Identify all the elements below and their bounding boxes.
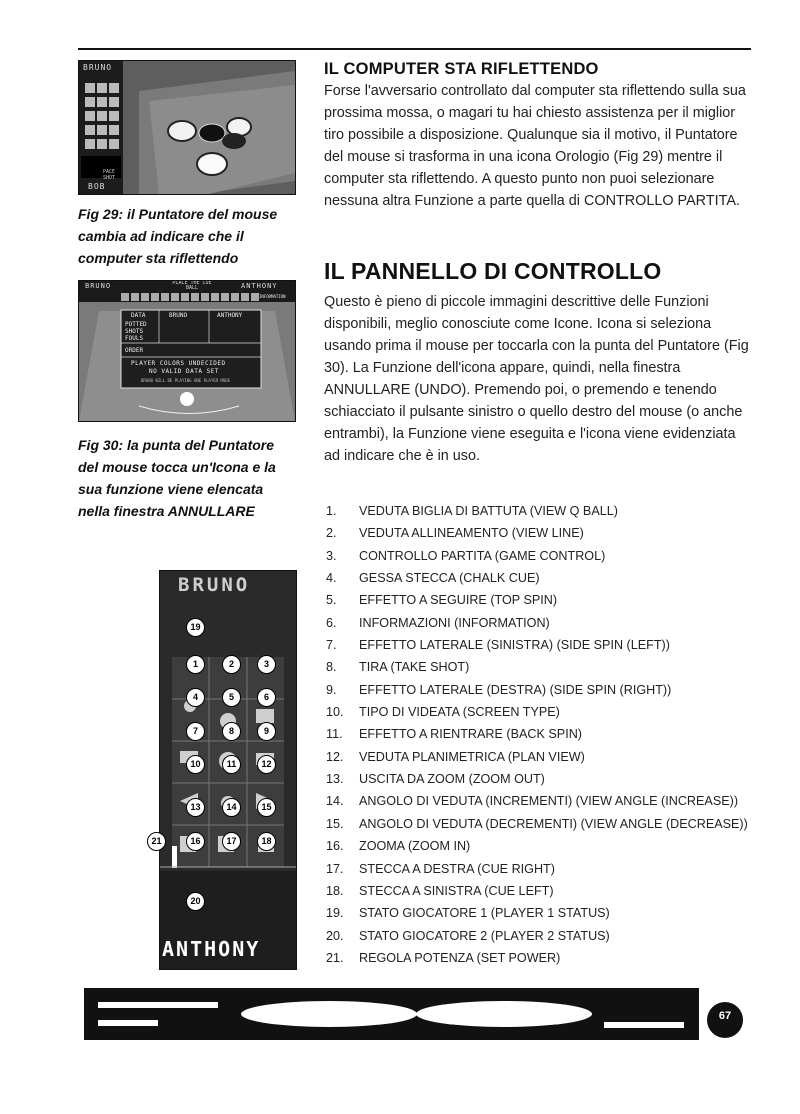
list-item-number: 9. [326,682,337,697]
list-item-number: 18. [326,883,344,898]
list-item-number: 3. [326,548,337,563]
fig30-header: PLACE THE CUE BALL [172,280,212,291]
list-item-number: 14. [326,794,344,809]
fig30-row-fouls: FOULS [125,335,144,342]
badge-11: 11 [222,755,241,774]
function-list-item [326,500,766,522]
badge-10: 10 [186,755,205,774]
list-item-text: ANGOLO DI VEDUTA (INCREMENTI) (VIEW ANGLE (INCREASE)) [359,794,739,809]
badge-15: 15 [257,798,276,817]
function-list-item [326,522,766,544]
list-item-number: 6. [326,615,337,630]
badge-1: 1 [186,655,205,674]
list-item-text: STECCA A DESTRA (CUE RIGHT) [359,861,555,876]
list-item-text: STECCA A SINISTRA (CUE LEFT) [359,883,554,898]
badge-7: 7 [186,722,205,741]
fig29-small-label: PACE SHOT [103,169,116,181]
top-rule [78,48,751,50]
page-number: 67 [718,1010,732,1022]
list-item-text: CONTROLLO PARTITA (GAME CONTROL) [359,548,606,563]
section1-body: Forse l'avversario controllato dal computer sta riflettendo sulla sua prossima mossa, o magari tu hai chiesto assistenza per il miglior tiro possibile a disposizione. Qualunque sia il motivo, il Puntatore del mouse si trasforma in una icona Orologio (Fig 29) mentre il computer sta riflettendo. A questo punto non puoi selezionare nessuna altra Funzione a parte quella di CONTROLLO PARTITA. [324,83,746,209]
list-item-text: GESSA STECCA (CHALK CUE) [359,571,540,586]
badge-16: 16 [186,832,205,851]
function-list-item [326,858,766,880]
list-item-text: INFORMAZIONI (INFORMATION) [359,615,550,630]
panel-bottom-name: ANTHONY [162,937,261,961]
function-list-item [326,701,766,723]
fig30-info: INFORMATION [259,294,286,299]
fig29-caption: Fig 29: il Puntatore del mouse cambia ad indicare che il computer sta riflettendo [78,206,278,266]
badge-21: 21 [147,832,166,851]
section1-title: IL COMPUTER STA RIFLETTENDO [324,60,599,78]
function-list-item [326,835,766,857]
list-item-number: 5. [326,593,337,608]
fig30-left-player: BRUNO [85,282,112,290]
list-item-number: 1. [326,504,337,518]
function-list-item [326,902,766,924]
function-list-item [326,746,766,768]
badge-5: 5 [222,688,241,707]
badge-17: 17 [222,832,241,851]
badge-8: 8 [222,722,241,741]
badge-13: 13 [186,798,205,817]
function-list-item [326,567,766,589]
list-item-text: USCITA DA ZOOM (ZOOM OUT) [359,772,545,787]
function-list-item [326,612,766,634]
function-list-item [326,947,766,969]
fig30-right-player: ANTHONY [241,282,278,290]
function-list-item [326,679,766,701]
list-item-number: 2. [326,526,337,541]
function-list-item [326,925,766,947]
panel-top-name: BRUNO [178,574,251,596]
function-list-item [326,813,766,835]
function-list-item [326,790,766,812]
list-item-text: EFFETTO LATERALE (DESTRA) (SIDE SPIN (RIGHT)) [359,682,672,697]
function-list-item [326,545,766,567]
fig29-player-top: BRUNO [83,63,113,72]
fig30-msg3: BRUNO WILL BE PLAYING ONE PLAYER MODE [141,378,231,383]
badge-4: 4 [186,688,205,707]
fig30-msg1: PLAYER COLORS UNDECIDED [131,360,226,367]
list-item-number: 19. [326,906,344,921]
list-item-text: TIRA (TAKE SHOT) [359,660,470,675]
function-list-item [326,656,766,678]
list-item-text: VEDUTA BIGLIA DI BATTUTA (VIEW Q BALL) [359,504,618,518]
list-item-number: 20. [326,928,344,943]
badge-9: 9 [257,722,276,741]
section2-body: Questo è pieno di piccole immagini descrittive delle Funzioni disponibili, meglio conosciute come Icone. Icona si seleziona usando prima il mouse per toccarla con la punta del Puntatore (Fig 30). La Funzione dell'icona appare, quindi, nella finestra ANNULLARE (UNDO). Premendo poi, o premendo e tenendo schiacciato il pulsante sinistro o quello destro del mouse (o anche entrambi), la Funzione viene eseguita e l'icona viene evidenziata ad indicare che è in uso. [324,294,749,464]
fig30-row-shots: SHOTS [125,328,144,335]
list-item-number: 7. [326,638,337,653]
list-item-text: EFFETTO LATERALE (SINISTRA) (SIDE SPIN (LEFT)) [359,638,670,653]
fig30-scene [79,281,295,421]
fig30-caption: Fig 30: la punta del Puntatore del mouse tocca un'Icona e la sua funzione viene elencata nella finestra ANNULLARE [78,437,276,519]
badge-2: 2 [222,655,241,674]
function-list-item [326,634,766,656]
list-item-text: VEDUTA ALLINEAMENTO (VIEW LINE) [359,526,584,541]
fig30-order: ORDER [125,347,144,354]
list-item-text: TIPO DI VIDEATA (SCREEN TYPE) [359,705,560,720]
fig29-screenshot [78,60,296,195]
section2-title: IL PANNELLO DI CONTROLLO [324,258,662,284]
list-item-text: STATO GIOCATORE 1 (PLAYER 1 STATUS) [359,906,610,921]
list-item-number: 10. [326,705,344,720]
list-item-text: ZOOMA (ZOOM IN) [359,839,471,854]
list-item-text: EFFETTO A SEGUIRE (TOP SPIN) [359,593,558,608]
function-list-item [326,723,766,745]
badge-20: 20 [186,892,205,911]
list-item-number: 13. [326,772,344,787]
function-list [326,500,766,969]
fig30-screenshot [78,280,296,422]
list-item-number: 12. [326,749,344,764]
badge-19: 19 [186,618,205,637]
function-list-item [326,768,766,790]
badge-3: 3 [257,655,276,674]
fig29-player-bottom: BOB [88,182,106,191]
function-list-item [326,880,766,902]
fig30-th-data: DATA [131,312,146,319]
list-item-number: 8. [326,660,337,675]
badge-18: 18 [257,832,276,851]
function-list-item [326,589,766,611]
fig30-msg2: NO VALID DATA SET [149,368,219,375]
list-item-number: 21. [326,950,344,965]
list-item-number: 16. [326,839,344,854]
pool-logo [84,984,724,1044]
fig30-th-anthony: ANTHONY [217,312,243,319]
pool-logo-text [1,1,4,2]
list-item-text: REGOLA POTENZA (SET POWER) [359,950,561,965]
list-item-text: ANGOLO DI VEDUTA (DECREMENTI) (VIEW ANGLE (DECREASE)) [359,816,748,831]
list-item-text: VEDUTA PLANIMETRICA (PLAN VIEW) [359,749,585,764]
list-item-number: 15. [326,816,344,831]
list-item-number: 17. [326,861,344,876]
badge-6: 6 [257,688,276,707]
list-item-number: 11. [326,727,343,742]
fig30-row-potted: POTTED [125,321,147,328]
list-item-text: EFFETTO A RIENTRARE (BACK SPIN) [359,727,582,742]
list-item-number: 4. [326,571,337,586]
badge-12: 12 [257,755,276,774]
badge-14: 14 [222,798,241,817]
list-item-text: STATO GIOCATORE 2 (PLAYER 2 STATUS) [359,928,610,943]
fig30-th-bruno: BRUNO [169,312,188,319]
